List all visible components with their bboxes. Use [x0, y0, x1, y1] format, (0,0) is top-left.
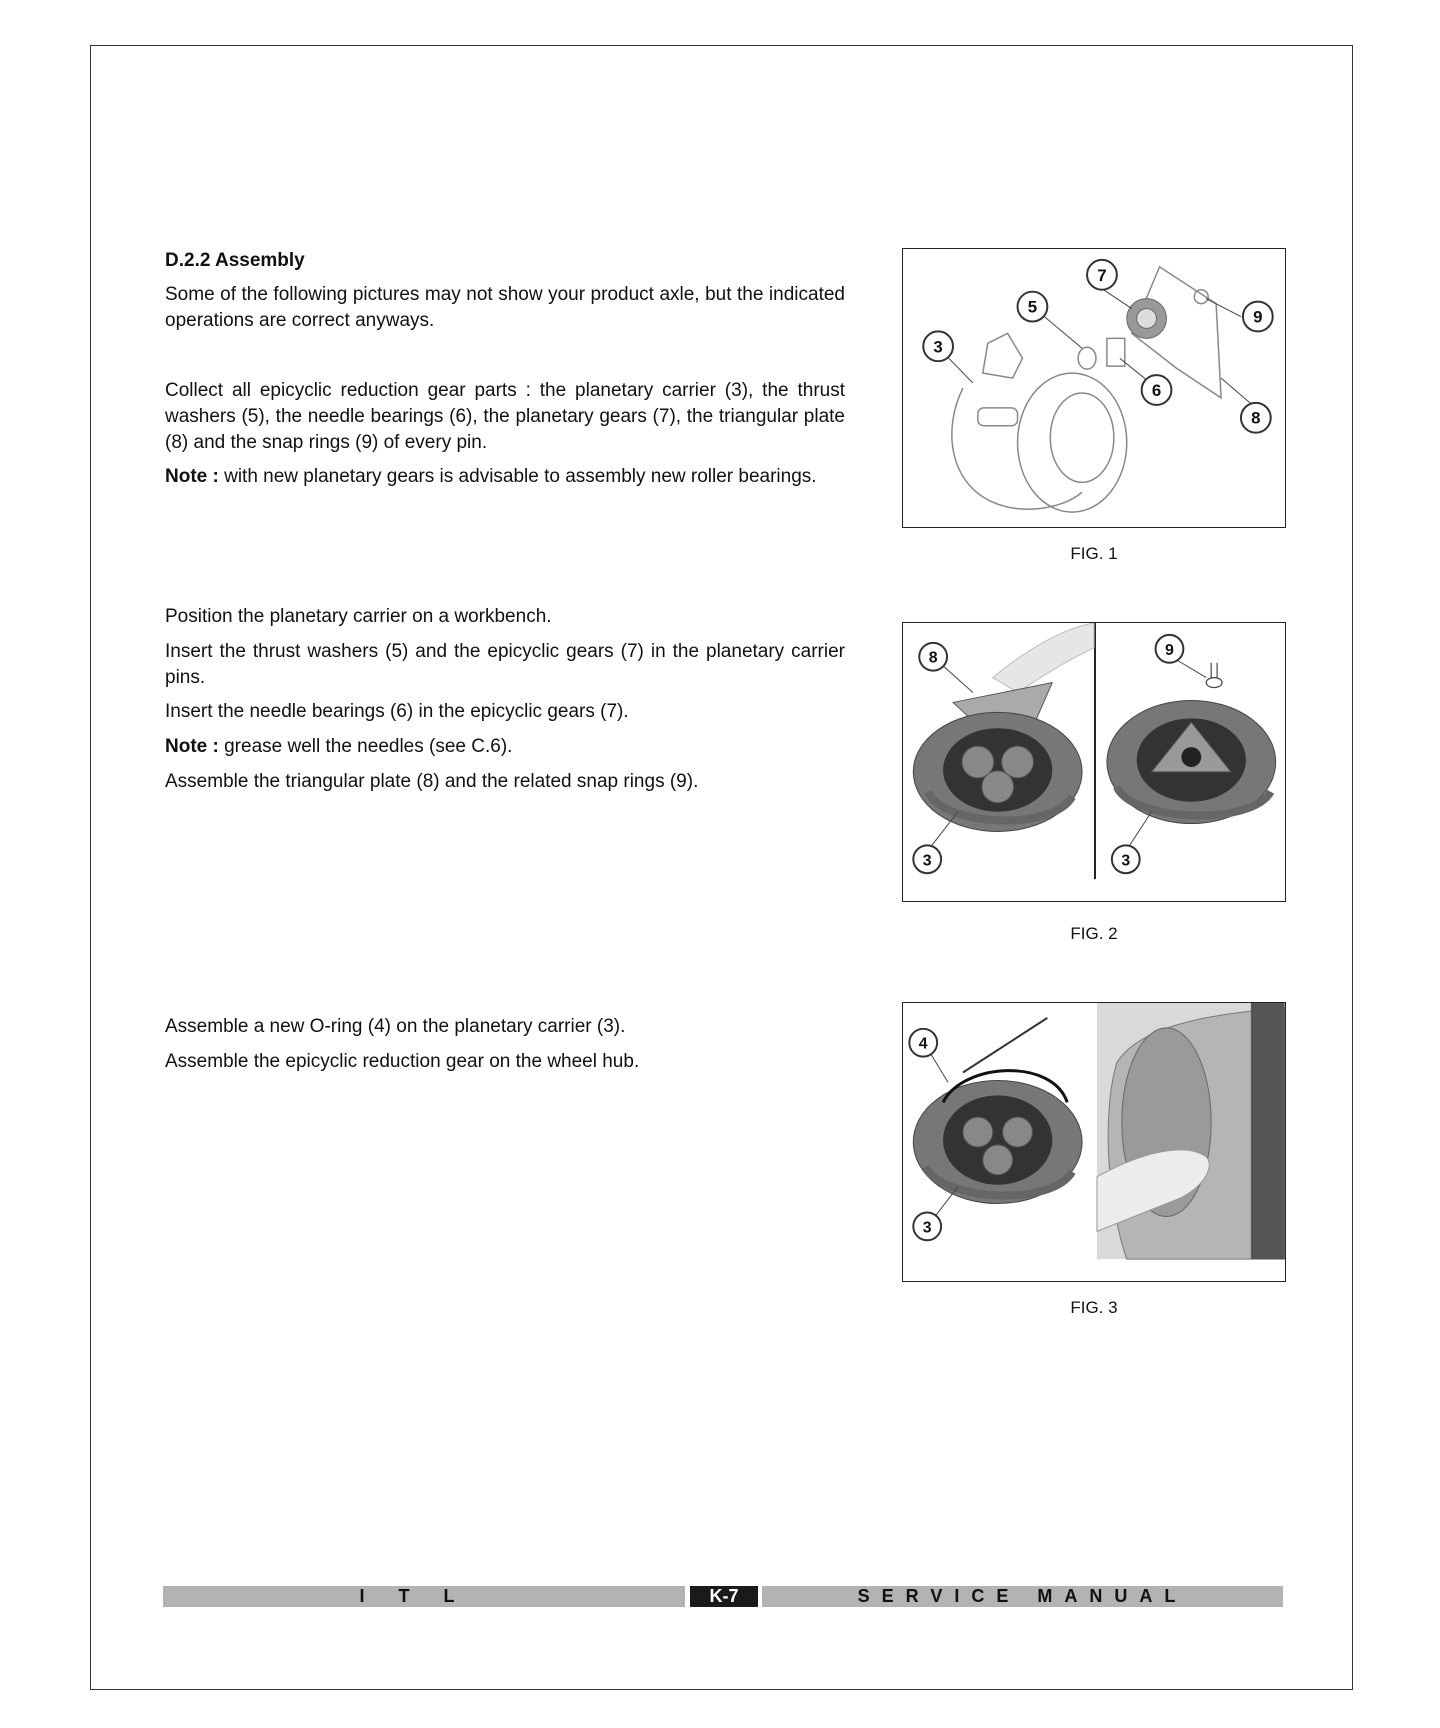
figure-3	[902, 1002, 1286, 1282]
figure-2-drawing	[903, 623, 1285, 901]
right-carrier-photo	[1107, 700, 1276, 823]
callout-line	[1206, 299, 1241, 317]
callout-label: 9	[1253, 307, 1263, 327]
note-text: grease well the needles (see C.6).	[218, 736, 513, 757]
note-label: Note :	[165, 466, 219, 487]
step2-line2: Insert the thrust washers (5) and the epicyclic gears (7) in the planetary carrier pins.	[165, 641, 845, 688]
intro-paragraph: Some of the following pictures may not show your product axle, but the indicated operations are correct anyways.	[165, 284, 845, 331]
footer-company: ITL	[163, 1586, 685, 1607]
figure-1	[902, 248, 1286, 528]
carrier-outline	[952, 388, 1082, 509]
callout-label: 3	[1121, 852, 1131, 870]
step2-line4: Assemble the triangular plate (8) and the related snap rings (9).	[165, 771, 699, 792]
figure-3-drawing	[903, 1003, 1285, 1281]
needle-bearing	[1107, 338, 1125, 366]
callout-label: 8	[928, 649, 938, 667]
footer-manual-title: SERVICE MANUAL	[762, 1586, 1283, 1607]
callout-line	[1102, 289, 1132, 309]
callout-label: 9	[1165, 641, 1174, 659]
note-text: with new planetary gears is advisable to assembly new roller bearings.	[218, 466, 817, 487]
figure-3-caption: FIG. 3	[1070, 1298, 1118, 1317]
step3-line1: Assemble a new O-ring (4) on the planetary carrier (3).	[165, 1016, 626, 1037]
footer-page-number: K-7	[690, 1586, 758, 1607]
step3-line2: Assemble the epicyclic reduction gear on the wheel hub.	[165, 1051, 640, 1072]
left-carrier-photo	[913, 712, 1082, 831]
carrier-body	[1018, 373, 1127, 512]
carrier-flange	[983, 333, 1023, 378]
snap-ring-icon	[1206, 663, 1222, 688]
step1-note	[165, 464, 845, 490]
callout-label: 4	[918, 1035, 928, 1053]
step2-line1: Position the planetary carrier on a workbench.	[165, 606, 552, 627]
callout-label: 3	[933, 337, 943, 357]
hand-icon	[993, 623, 1094, 693]
thrust-washer	[1078, 347, 1096, 369]
carrier-oring-photo	[913, 1018, 1082, 1204]
step2-note	[165, 734, 845, 760]
step1-paragraph: Collect all epicyclic reduction gear parts : the planetary carrier (3), the thrust washers (5), the needle bearings (6), the planetary gears (7), the triangular plate (8) and the snap rings (9) of every pin.	[165, 380, 845, 453]
callout-label: 3	[922, 852, 932, 870]
figure-1-drawing	[903, 249, 1285, 527]
figure-2	[902, 622, 1286, 902]
note-label: Note :	[165, 736, 219, 757]
carrier-pin	[978, 408, 1018, 426]
carrier-inner	[1050, 393, 1114, 482]
callout-label: 6	[1151, 380, 1162, 400]
section-heading: D.2.2 Assembly	[165, 250, 305, 271]
figure-2-caption: FIG. 2	[1070, 924, 1118, 943]
callout-label: 8	[1251, 408, 1261, 428]
callout-label: 5	[1027, 297, 1038, 317]
callout-label: 3	[922, 1219, 932, 1237]
step2-line3: Insert the needle bearings (6) in the epicyclic gears (7).	[165, 701, 629, 722]
callout-label: 7	[1097, 265, 1107, 285]
wheel-hub-photo	[1097, 1003, 1285, 1259]
figure-1-caption: FIG. 1	[1070, 544, 1118, 563]
planetary-gear-hub	[1137, 309, 1157, 329]
